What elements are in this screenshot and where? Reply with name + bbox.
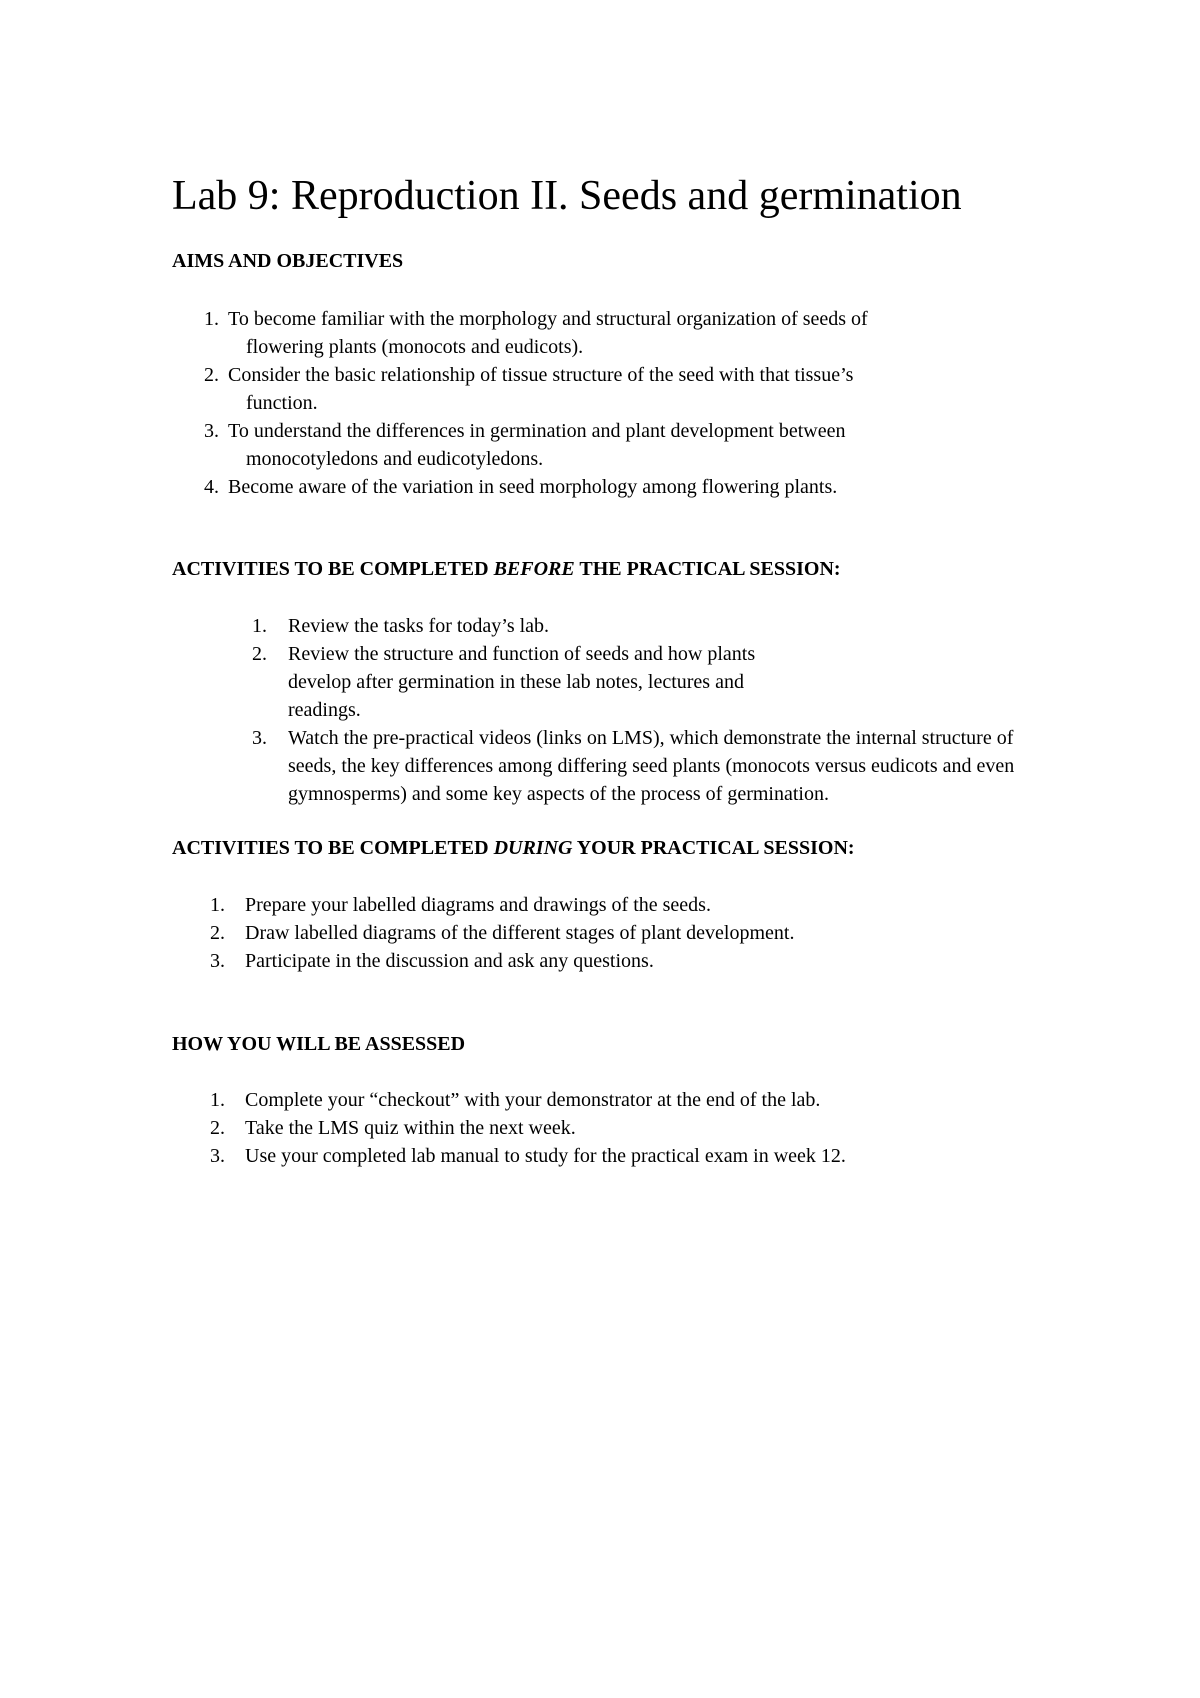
list-text: Take the LMS quiz within the next week.	[245, 1117, 576, 1139]
assessed-heading: HOW YOU WILL BE ASSESSED	[172, 1033, 466, 1055]
list-item	[210, 1086, 1010, 1114]
list-item	[204, 361, 1024, 417]
list-number: 3.	[204, 420, 219, 442]
list-number: 3.	[210, 950, 225, 972]
aims-heading: AIMS AND OBJECTIVES	[172, 250, 404, 272]
before-heading	[172, 555, 841, 583]
heading-text: ACTIVITIES TO BE COMPLETED	[172, 558, 494, 580]
list-text-continued: monocotyledons and eudicotyledons.	[246, 448, 544, 470]
list-number: 2.	[210, 1117, 225, 1139]
list-text: Review the tasks for today’s lab.	[288, 615, 550, 637]
heading-emphasis: BEFORE	[493, 558, 575, 580]
list-text: Draw labelled diagrams of the different stages of plant development.	[245, 922, 795, 944]
list-number: 1.	[210, 894, 225, 916]
heading-text: ACTIVITIES TO BE COMPLETED	[172, 837, 494, 859]
list-text: Prepare your labelled diagrams and drawings of the seeds.	[245, 894, 711, 916]
list-text: To understand the differences in germination and plant development between	[228, 420, 846, 442]
during-heading	[172, 834, 855, 862]
list-text-continued: function.	[246, 392, 318, 414]
list-item	[210, 1114, 1010, 1142]
list-item	[204, 305, 1024, 361]
list-item	[210, 947, 1010, 975]
list-text: Become aware of the variation in seed morphology among flowering plants.	[228, 476, 838, 498]
list-item	[210, 919, 1010, 947]
list-item	[252, 640, 1052, 724]
list-item	[210, 1142, 1010, 1170]
list-item	[204, 473, 1024, 501]
list-item	[252, 612, 1052, 640]
list-number: 2.	[210, 922, 225, 944]
list-text: Participate in the discussion and ask any questions.	[245, 950, 654, 972]
list-item	[210, 891, 1010, 919]
list-number: 1.	[252, 615, 267, 637]
list-number: 3.	[252, 727, 267, 749]
page-title: Lab 9: Reproduction II. Seeds and germination	[172, 173, 962, 219]
list-number: 1.	[210, 1089, 225, 1111]
list-text: Complete your “checkout” with your demonstrator at the end of the lab.	[245, 1089, 821, 1111]
list-number: 1.	[204, 308, 219, 330]
list-text: Watch the pre-practical videos (links on LMS), which demonstrate the internal structure of seeds, the key differences among differing seed plants (monocots versus eudicots and even gymnosperms) and some key aspects of the process of germination.	[288, 727, 1015, 805]
heading-emphasis: DURING	[493, 837, 573, 859]
during-list	[210, 891, 1010, 975]
heading-text: YOUR PRACTICAL SESSION:	[572, 837, 855, 859]
list-number: 2.	[252, 643, 267, 665]
list-text: Consider the basic relationship of tissue structure of the seed with that tissue’s	[228, 364, 854, 386]
aims-list	[204, 305, 1024, 501]
before-list	[252, 612, 1052, 808]
list-item	[204, 417, 1024, 473]
list-text: To become familiar with the morphology and structural organization of seeds of	[228, 308, 868, 330]
assessed-list	[210, 1086, 1010, 1170]
list-number: 2.	[204, 364, 219, 386]
list-text-continued: flowering plants (monocots and eudicots).	[246, 336, 584, 358]
list-text: Review the structure and function of seeds and how plants develop after germination in these lab notes, lectures and readings.	[288, 643, 756, 721]
list-text: Use your completed lab manual to study for the practical exam in week 12.	[245, 1145, 846, 1167]
list-item	[252, 724, 1052, 808]
list-number: 4.	[204, 476, 219, 498]
list-number: 3.	[210, 1145, 225, 1167]
heading-text: THE PRACTICAL SESSION:	[574, 558, 841, 580]
